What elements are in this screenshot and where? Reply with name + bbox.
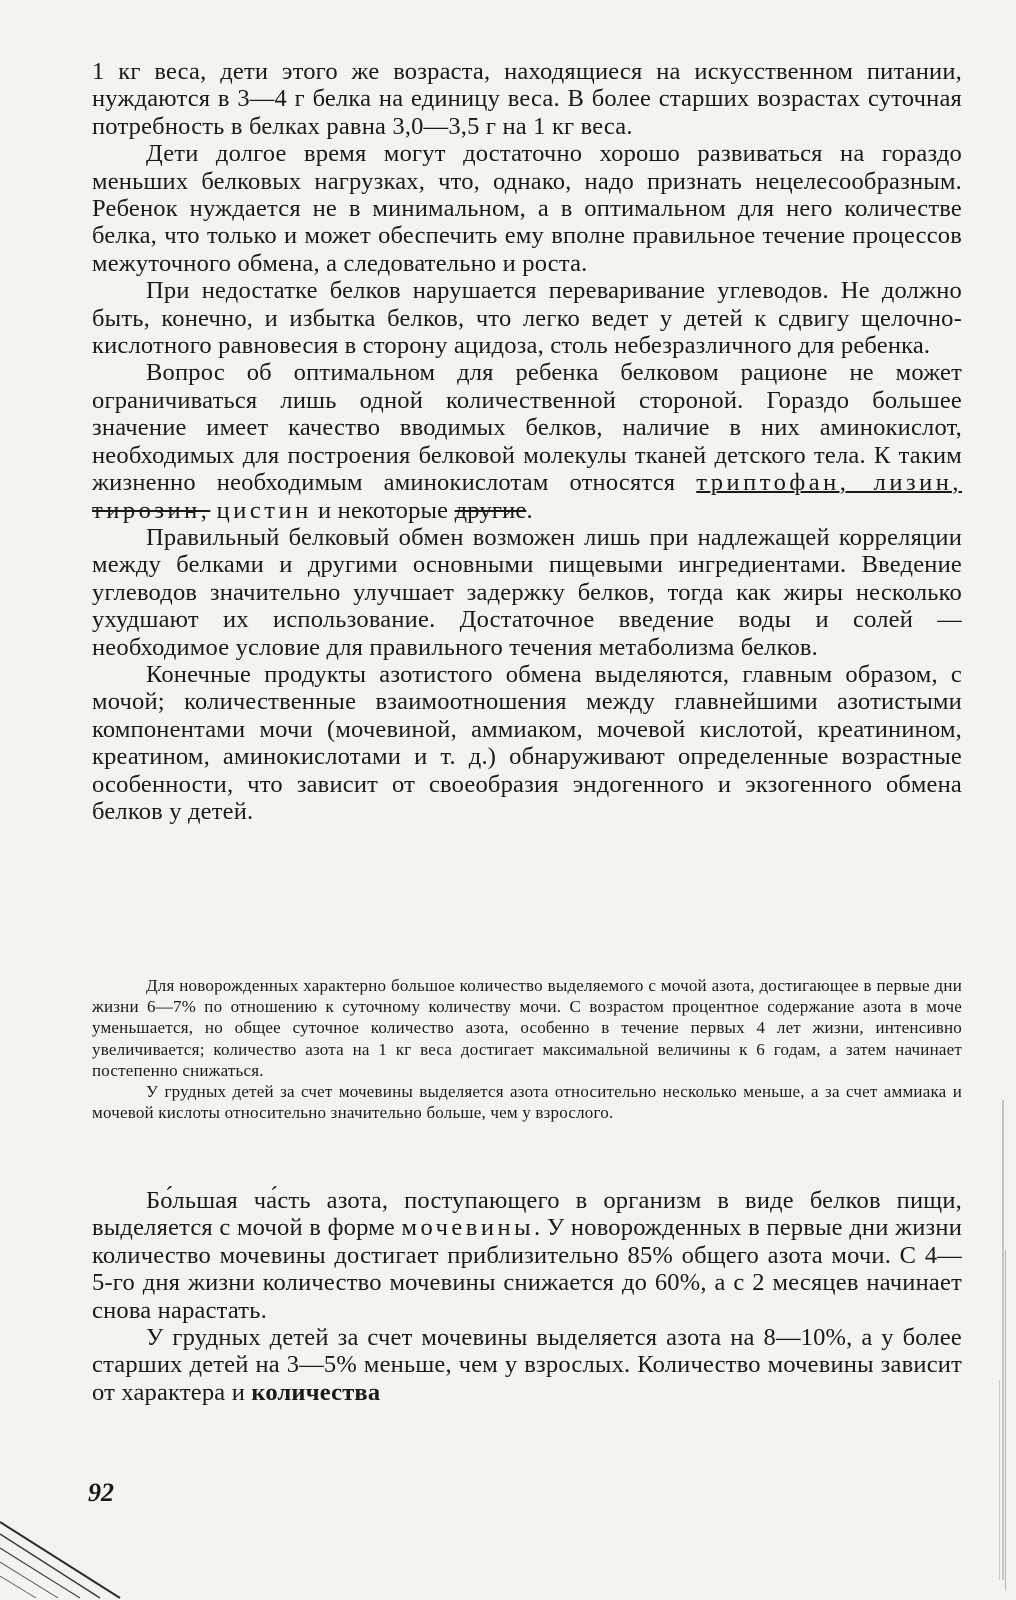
paragraph-protein-needs: 1 кг веса, дети этого же возраста, находящиеся на искусственном питании, нуждаются в 3—4 г белка на единицу веса. В более старших возрастах суточная потребность в белках равна 3,0—3,5 г на 1 кг веса. [92, 58, 962, 140]
paragraph-protein-deficit: При недостатке белков нарушается переваривание углеводов. Не должно быть, конечно, и избытка белков, что легко ведет у детей к сдвигу щелочно-кислотного равновесия в сторону ацидоза, столь небезразличного для ребенка. [92, 277, 962, 360]
urea-text-before: Бо́льшая ча́сть азота, поступающего в организм в виде белков пищи, выделяется с мочой в форме [92, 1187, 962, 1242]
scan-edge-decoration [996, 0, 1010, 1600]
paragraph-aminoacids [92, 359, 962, 523]
term-tyrosine-struck: тирозин, [92, 496, 211, 524]
last-paragraph-text: У грудных детей за счет мочевины выделяется азота на 8—10%, а у более старших детей на 3—5% меньше, чем у взрослых. Количество мочевины зависит от характера и [92, 1324, 962, 1406]
paragraph-nitrogen-products: Конечные продукты азотистого обмена выделяются, главным образом, с мочой; количественные взаимоотношения между главнейшими азотистыми компонентами мочи (мочевиной, аммиаком, мочевой кислотой, креатинином, креатином, аминокислотами и т. д.) обнаруживают определенные возрастные особенности, что зависит от своеобразия эндогенного и экзогенного обмена белков у детей. [92, 660, 962, 825]
urea-text-after: . У новорожденных в первые дни жизни количество мочевины достигает приблизительно 85% общего азота мочи. С 4—5-го дня жизни количество мочевины снижается до 60%, а с 2 месяцев начинает снова нарастать. [92, 1214, 963, 1324]
term-cystine: цистин [216, 496, 312, 524]
aminoacids-text-before: Вопрос об оптимальном для ребенка белковом рационе не может ограничиваться лишь одной количественной стороной. Гораздо большее значение имеет качество вводимых белков, наличие в них аминокислот, необходимых для построения белковой молекулы тканей детского тела. К таким жизненно необходимым аминокислотам относятся [92, 359, 962, 497]
term-urea: мочевины [401, 1214, 535, 1242]
main-text-upper [92, 58, 962, 825]
main-text-lower [92, 1187, 962, 1406]
small-print-section [92, 975, 962, 1123]
term-tryptophan-lysine: триптофан, лизин, [696, 469, 962, 497]
paragraph-protein-loads: Дети долгое время могут достаточно хорошо развиваться на гораздо меньших белковых нагрузках, что, однако, надо признать нецелесообразным. Ребенок нуждается не в минимальном, а в оптимальном для него количестве белка, что только и может обеспечить ему вполне правильное течение процессов межуточного обмена, а следовательно и роста. [92, 140, 962, 277]
paragraph-correlation: Правильный белковый обмен возможен лишь при надлежащей корреляции между белками и другими основными пищевыми ингредиентами. Введение углеводов значительно улучшает задержку белков, тогда как жиры несколько ухудшают их использование. Достаточное введение воды и солей — необходимое условие для правильного течения метаболизма белков. [92, 523, 962, 661]
last-paragraph-bold-end: количества [251, 1378, 381, 1406]
scan-corner-marks [0, 1520, 140, 1600]
paragraph-urea-infants [92, 1324, 962, 1406]
aminoacids-text-end: . [526, 496, 533, 524]
paragraph-urea [92, 1187, 962, 1324]
aminoacids-struck-end: другие [454, 496, 527, 524]
small-paragraph-infants: У грудных детей за счет мочевины выделяется азота относительно несколько меньше, а за счет аммиака и мочевой кислоты относительно значительно больше, чем у взрослого. [92, 1082, 962, 1123]
aminoacids-text-middle: и некоторые [311, 496, 455, 524]
small-paragraph-newborns: Для новорожденных характерно большое количество выделяемого с мочой азота, достигающее в первые дни жизни 6—7% по отношению к суточному количеству мочи. С возрастом процентное содержание азота в моче уменьшается, но общее суточное количество азота, особенно в течение первых 4 лет жизни, интенсивно увеличивается; количество азота на 1 кг веса достигает максимальной величины к 6 годам, а затем начинает постепенно снижаться. [92, 976, 962, 1080]
page-number: 92 [88, 1478, 114, 1507]
